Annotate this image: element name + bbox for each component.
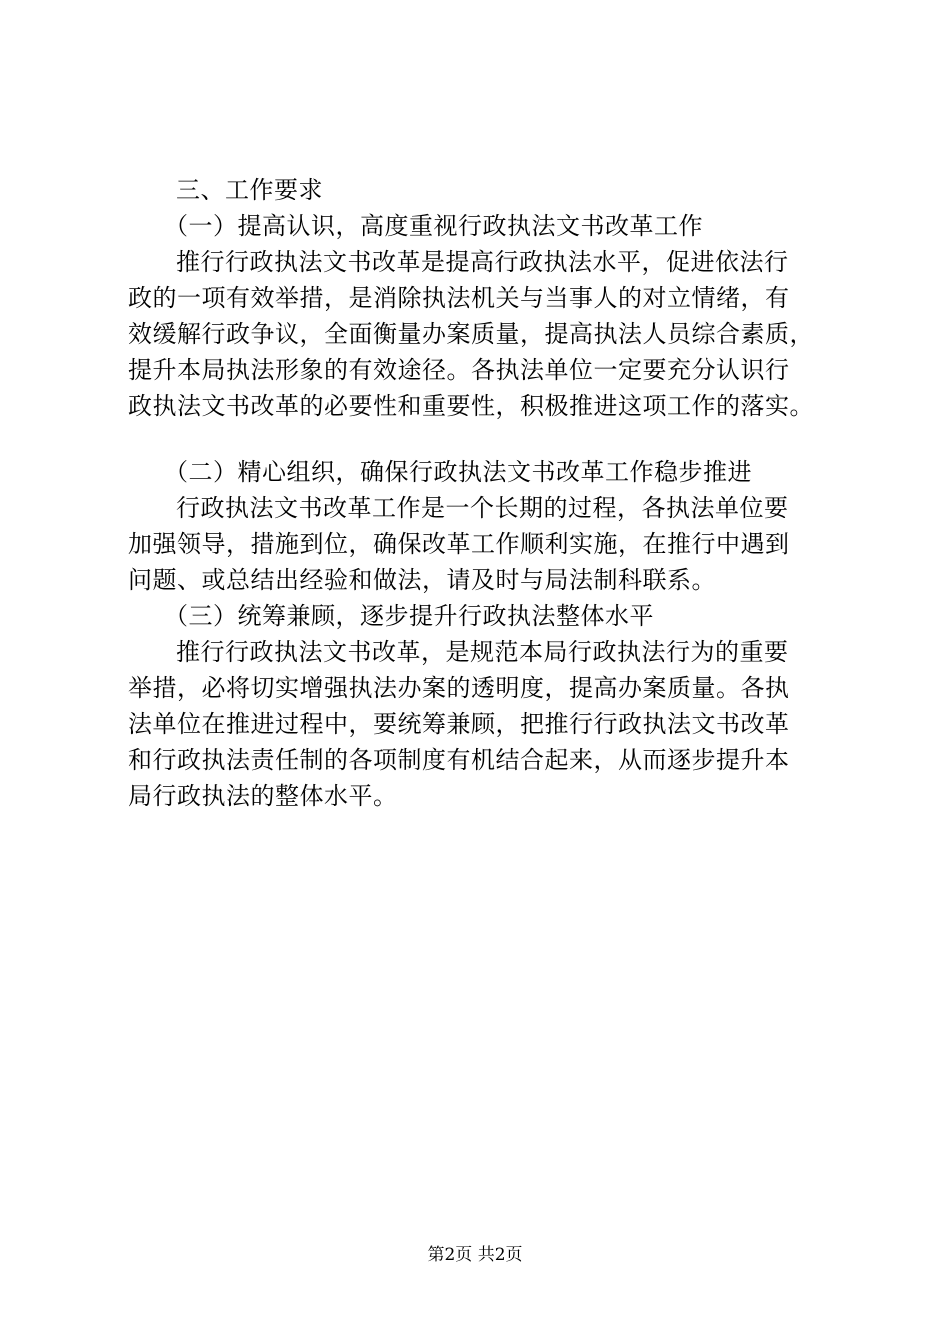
paragraph-line: 政执法文书改革的必要性和重要性，积极推进这项工作的落实。 [128,392,814,420]
paragraph-line: 提升本局执法形象的有效途径。各执法单位一定要充分认识行 [128,356,790,384]
paragraph-line: 效缓解行政争议，全面衡量办案质量，提高执法人员综合素质， [128,320,814,348]
paragraph-line: 加强领导，措施到位，确保改革工作顺利实施，在推行中遇到 [128,530,790,558]
subsection-3-heading: （三）统筹兼顾，逐步提升行政执法整体水平 [164,602,654,630]
subsection-2-paragraph [128,490,840,598]
paragraph-line: 行政执法文书改革工作是一个长期的过程，各执法单位要 [176,494,789,522]
subsection-3-paragraph [128,634,840,814]
paragraph-line: 法单位在推进过程中，要统筹兼顾，把推行行政执法文书改革 [128,710,790,738]
paragraph-line: 举措，必将切实增强执法办案的透明度，提高办案质量。各执 [128,674,790,702]
paragraph-gap [128,424,840,454]
paragraph-line: 推行行政执法文书改革，是规范本局行政执法行为的重要 [176,638,789,666]
subsection-1-heading: （一）提高认识，高度重视行政执法文书改革工作 [164,212,703,240]
section-heading: 三、工作要求 [176,176,323,204]
paragraph-line: 政的一项有效举措，是消除执法机关与当事人的对立情绪，有 [128,284,790,312]
page-number-footer: 第2页 共2页 [427,1245,523,1265]
paragraph-line: 和行政执法责任制的各项制度有机结合起来，从而逐步提升本 [128,746,790,774]
paragraph-line: 推行行政执法文书改革是提高行政执法水平，促进依法行 [176,248,789,276]
document-body [128,172,840,814]
subsection-2-heading: （二）精心组织，确保行政执法文书改革工作稳步推进 [164,458,752,486]
paragraph-line: 问题、或总结出经验和做法，请及时与局法制科联系。 [128,566,716,594]
paragraph-line: 局行政执法的整体水平。 [128,782,398,810]
subsection-1-paragraph [128,244,840,424]
